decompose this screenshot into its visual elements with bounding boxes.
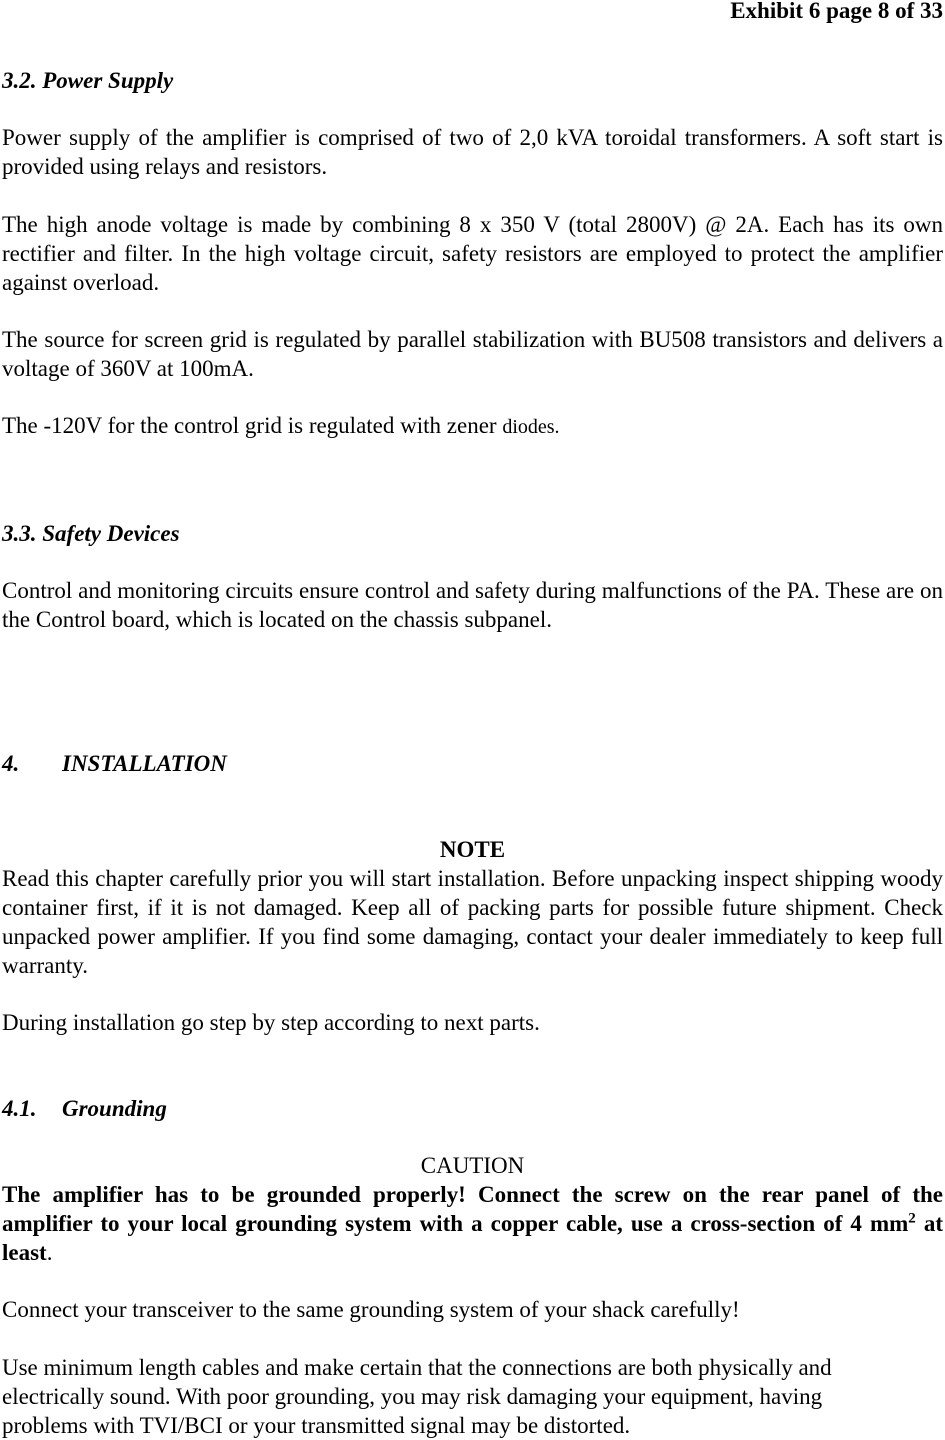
caution-title: CAUTION	[420, 1153, 525, 1178]
section-3-2-paragraph-1: Power supply of the amplifier is comprised of two of 2,0 kVA toroidal transformers. A soft start is provided using relays and resistors.	[2, 125, 943, 179]
section-4-1-paragraph-3-line-2: electrically sound. With poor grounding, you may risk damaging your equipment, having	[2, 1384, 823, 1409]
section-4-1-number: 4.1.	[2, 1096, 37, 1121]
section-4-1-title: Grounding	[62, 1096, 167, 1121]
note-title: NOTE	[439, 837, 506, 862]
section-4-1-paragraph-2: Connect your transceiver to the same grounding system of your shack carefully!	[2, 1297, 740, 1322]
paragraph-4-small-text: diodes.	[502, 416, 560, 438]
section-3-2-title: 3.2. Power Supply	[2, 68, 174, 93]
caution-superscript: 2	[908, 1210, 916, 1227]
section-4-heading	[2, 749, 943, 778]
paragraph-4-text: The -120V for the control grid is regulated with zener	[2, 413, 503, 438]
section-4-1-paragraph-3-line-1: Use minimum length cables and make certain that the connections are both physically and	[2, 1355, 832, 1380]
section-3-3-title: 3.3. Safety Devices	[2, 521, 180, 546]
caution-body: The amplifier has to be grounded properly! Connect the screw on the rear panel of the amplifier to your local grounding system with a copper cable, use a cross-section of 4 mm	[2, 1182, 943, 1236]
exhibit-page-header: Exhibit 6 page 8 of 33	[730, 0, 943, 23]
caution-end: at least	[2, 1211, 943, 1265]
section-3-2-paragraph-2: The high anode voltage is made by combining 8 x 350 V (total 2800V) @ 2A. Each has its own rectifier and filter. In the high voltage circuit, safety resistors are employed to protect the amplifier against overload.	[2, 212, 943, 295]
section-4-title: INSTALLATION	[62, 751, 227, 776]
section-4-1-heading	[2, 1094, 943, 1123]
section-4-1-paragraph-3-line-3: problems with TVI/BCI or your transmitted signal may be distorted.	[2, 1413, 631, 1438]
section-3-2-paragraph-4	[2, 411, 943, 442]
note-text: Read this chapter carefully prior you will start installation. Before unpacking inspect shipping woody container first, if it is not damaged. Keep all of packing parts for possible future shipment. Check unpacked power amplifier. If you find some damaging, contact your dealer immediately to keep full warranty.	[2, 866, 943, 978]
caution-text	[2, 1180, 943, 1267]
caution-period: .	[46, 1240, 53, 1265]
section-4-number: 4.	[2, 751, 20, 776]
section-3-3-paragraph-1: Control and monitoring circuits ensure control and safety during malfunctions of the PA. These are on the Control board, which is located on the chassis subpanel.	[2, 578, 943, 632]
section-3-2-paragraph-3: The source for screen grid is regulated by parallel stabilization with BU508 transistors and delivers a voltage of 360V at 100mA.	[2, 327, 943, 381]
section-4-paragraph-2: During installation go step by step according to next parts.	[2, 1010, 540, 1035]
